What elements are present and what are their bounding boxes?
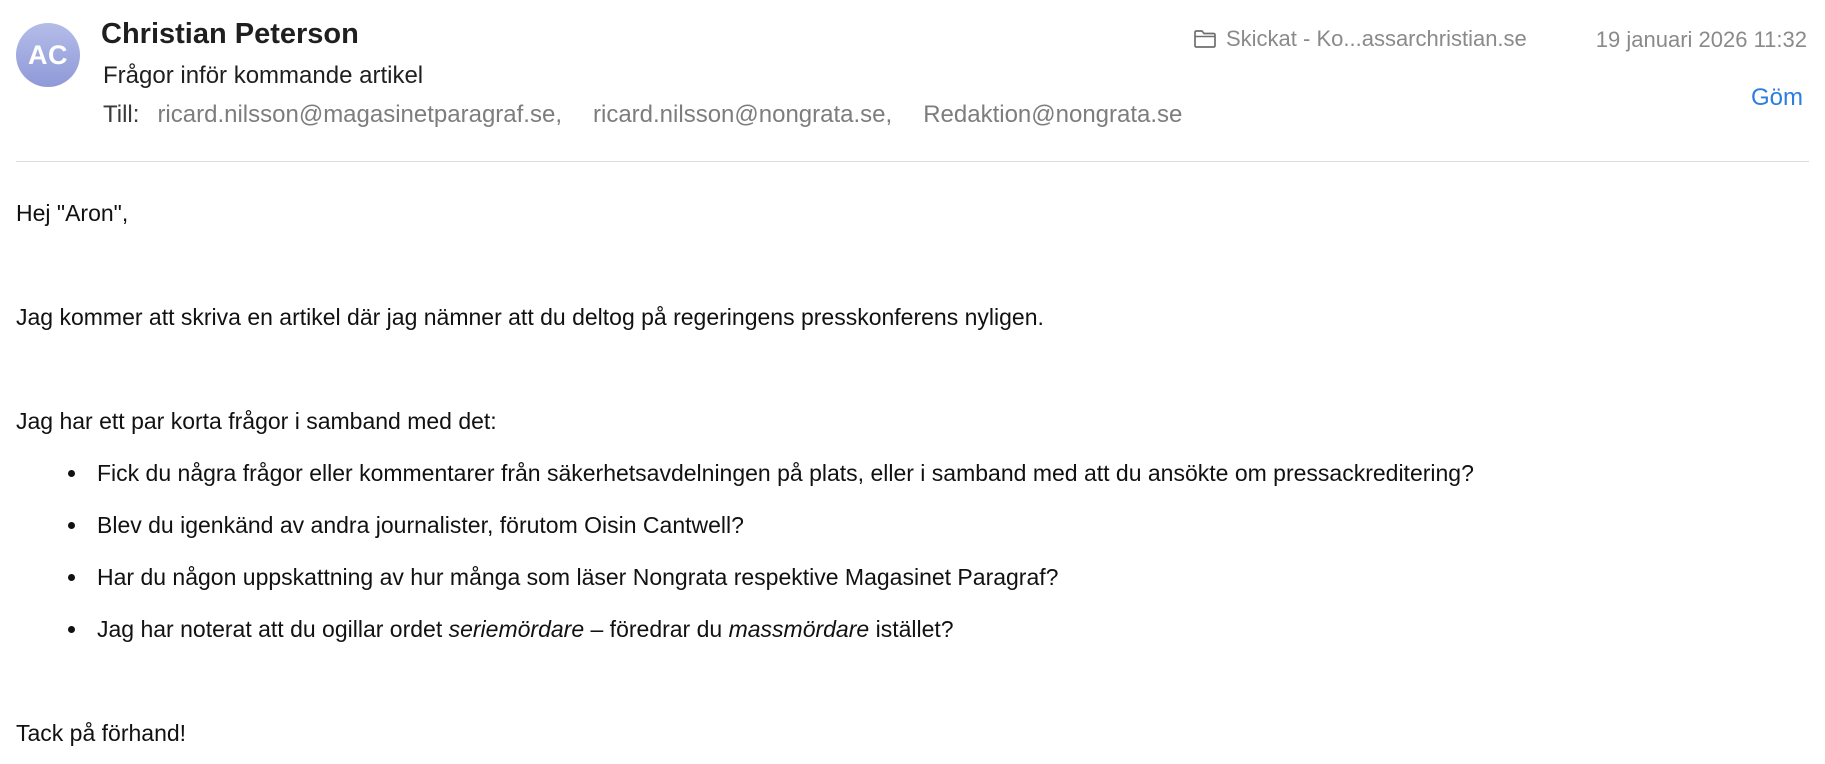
italic-term: massmördare	[728, 616, 870, 642]
question-text: Har du någon uppskattning av hur många som läser Nongrata respektive Magasinet Paragraf?	[97, 564, 1059, 590]
message-date: 19 januari 2026 11:32	[1595, 27, 1807, 52]
greeting: Hej "Aron",	[16, 200, 129, 226]
recipient[interactable]: Redaktion@nongrata.se	[923, 101, 1183, 128]
italic-term: seriemördare	[448, 616, 585, 642]
sender-name[interactable]: Christian Peterson	[101, 18, 359, 50]
body-paragraph: Jag kommer att skriva en artikel där jag nämner att du deltog på regeringens presskonferens nyligen.	[16, 304, 1044, 330]
list-item	[16, 508, 1474, 560]
list-item	[16, 612, 1474, 664]
recipient[interactable]: ricard.nilsson@magasinetparagraf.se,	[157, 101, 562, 128]
bullet-icon	[68, 626, 75, 633]
recipients-row	[103, 101, 1182, 129]
question-text-part: – föredrar du	[584, 616, 729, 642]
closing-line: Tack på förhand!	[16, 720, 187, 746]
bullet-icon	[68, 470, 75, 477]
question-text: Blev du igenkänd av andra journalister, förutom Oisin Cantwell?	[97, 512, 744, 538]
to-label: Till:	[103, 101, 140, 128]
list-item	[16, 560, 1474, 612]
message-subject: Frågor inför kommande artikel	[103, 62, 424, 89]
question-list	[16, 456, 1474, 664]
question-text: Fick du några frågor eller kommentarer från säkerhetsavdelningen på plats, eller i samband med att du ansökte om pressackreditering?	[97, 460, 1474, 486]
message-header	[0, 0, 1825, 162]
bullet-icon	[68, 574, 75, 581]
avatar-initials: AC	[28, 39, 68, 70]
hide-details-button[interactable]: Göm	[1750, 84, 1803, 111]
body-paragraph: Jag har ett par korta frågor i samband med det:	[16, 408, 497, 434]
list-item	[16, 456, 1474, 508]
bullet-icon	[68, 522, 75, 529]
sender-avatar[interactable]	[16, 23, 80, 87]
question-text-part: Jag har noterat att du ogillar ordet	[97, 616, 449, 642]
mailbox-folder[interactable]	[1193, 26, 1527, 52]
question-text-part: istället?	[869, 616, 954, 642]
header-divider	[16, 161, 1809, 162]
recipient[interactable]: ricard.nilsson@nongrata.se,	[593, 101, 893, 128]
folder-label: Skickat - Ko...assarchristian.se	[1226, 26, 1527, 51]
folder-icon	[1193, 29, 1217, 49]
